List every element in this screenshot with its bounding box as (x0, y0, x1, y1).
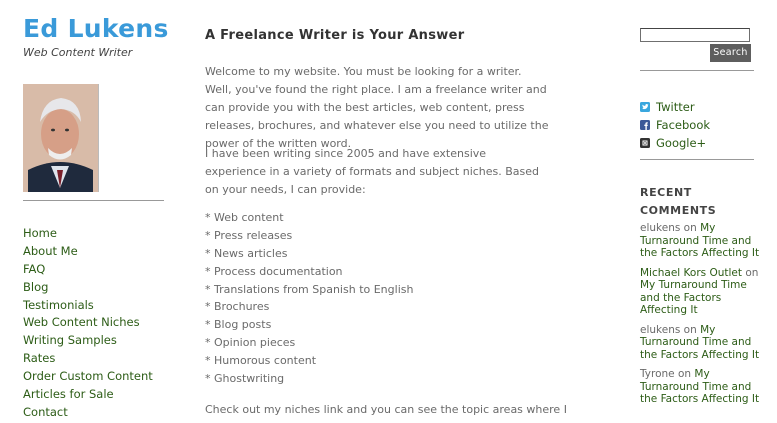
comment-on: on (745, 266, 759, 279)
list-item: * Opinion pieces (205, 336, 296, 350)
list-item: * Ghostwriting (205, 372, 285, 386)
recent-comments-title: RECENT COMMENTS (640, 186, 717, 217)
nav-item-articles-for-sale[interactable]: Articles for Sale (23, 387, 114, 402)
search-button[interactable]: Search (710, 44, 751, 62)
social-link-twitter[interactable] (640, 98, 710, 116)
comment-post-link[interactable]: My Turnaround Time and the Factors Affecting It (640, 323, 760, 361)
facebook-icon (640, 120, 650, 130)
site-tagline: Web Content Writer (23, 46, 133, 59)
site-title[interactable]: Ed Lukens (23, 14, 169, 43)
recent-comments-list (640, 222, 760, 413)
comment-on: on (683, 323, 697, 336)
list-item (640, 324, 760, 362)
main-nav (23, 226, 153, 423)
list-item: * News articles (205, 246, 288, 260)
sidebar-divider (23, 200, 164, 201)
services-list (205, 210, 413, 389)
experience-paragraph: I have been writing since 2005 and have extensive experience in a variety of formats and subject niches. Based on your needs, I can provide: (205, 147, 540, 196)
twitter-icon (640, 102, 650, 112)
comment-author: Tyrone (640, 368, 675, 380)
page-title: A Freelance Writer is Your Answer (205, 28, 465, 43)
comment-author: elukens (640, 323, 681, 336)
sidebar-divider (640, 70, 754, 71)
social-links (640, 98, 710, 152)
comment-post-link[interactable]: My Turnaround Time and the Factors Affecting It (640, 368, 760, 405)
list-item: * Web content (205, 211, 284, 224)
nav-item-order-custom-content[interactable]: Order Custom Content (23, 369, 153, 384)
nav-item-blog[interactable]: Blog (23, 279, 49, 294)
comment-on: on (683, 222, 697, 234)
nav-item-writing-samples[interactable]: Writing Samples (23, 333, 117, 348)
comment-author: elukens (640, 222, 681, 234)
nav-item-home[interactable]: Home (23, 226, 57, 240)
list-item: * Translations from Spanish to English (205, 282, 414, 296)
author-photo (23, 84, 99, 192)
nav-item-faq[interactable]: FAQ (23, 261, 46, 276)
intro-paragraph: Welcome to my website. You must be looking for a writer. Well, you've found the right place. I am a freelance writer and can provide you with the best articles, web content, press releases, brochures, and whatever else you need to utilize the power of the written word. (205, 65, 549, 150)
list-item: * Humorous content (205, 354, 317, 368)
social-label: Facebook (656, 118, 711, 132)
nav-item-web-content-niches[interactable]: Web Content Niches (23, 315, 140, 330)
sidebar-divider (640, 159, 754, 160)
google-plus-icon (640, 138, 650, 148)
list-item (640, 222, 760, 260)
comment-post-link[interactable]: My Turnaround Time and the Factors Affecting It (640, 222, 760, 259)
comment-on: on (677, 368, 692, 380)
search-input[interactable] (640, 28, 750, 42)
list-item: * Brochures (205, 300, 270, 314)
comment-post-link[interactable]: My Turnaround Time and the Factors Affecting It (640, 279, 747, 316)
list-item: * Press releases (205, 228, 293, 242)
social-link-facebook[interactable] (640, 116, 710, 134)
niches-paragraph: Check out my niches link and you can see the topic areas where I (205, 403, 567, 416)
comment-author-link[interactable]: Michael Kors Outlet (640, 266, 742, 279)
list-item (640, 267, 760, 317)
list-item (640, 368, 760, 406)
nav-item-rates[interactable]: Rates (23, 351, 56, 366)
social-link-google-plus[interactable] (640, 134, 710, 152)
social-label: Twitter (656, 100, 695, 114)
nav-item-about-me[interactable]: About Me (23, 243, 78, 258)
nav-item-contact[interactable]: Contact (23, 404, 68, 419)
list-item: * Blog posts (205, 318, 272, 332)
nav-item-testimonials[interactable]: Testimonials (23, 297, 94, 312)
social-label: Google+ (656, 136, 707, 150)
list-item: * Process documentation (205, 264, 343, 278)
